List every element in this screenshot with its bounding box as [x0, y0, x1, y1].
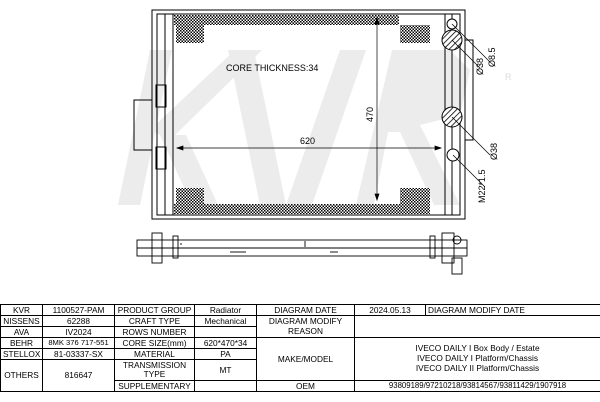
label-stellox: STELLOX — [1, 349, 43, 360]
label-supplementary: SUPPLEMENTARY — [115, 381, 195, 392]
kvr-watermark — [118, 50, 512, 205]
inlet-diameter: Ø38 — [475, 57, 485, 75]
label-diagram-modify-reason: DIAGRAM MODIFY REASON — [257, 316, 355, 338]
value-diagram-date: 2024.05.13 — [355, 305, 426, 316]
label-diagram-date: DIAGRAM DATE — [257, 305, 355, 316]
label-kvr: KVR — [1, 305, 43, 316]
table-row — [1, 316, 600, 327]
width-dimension: 620 — [300, 136, 316, 146]
label-make-model: MAKE/MODEL — [257, 338, 355, 381]
value-oem: 93809189/97210218/93814567/93811429/1907918 — [355, 381, 600, 392]
value-craft-type: Mechanical — [195, 316, 257, 327]
value-make-model — [355, 338, 600, 381]
table-row — [1, 338, 600, 349]
value-rows-number — [195, 327, 257, 338]
label-ava: AVA — [1, 327, 43, 338]
value-ava: IV2024 — [43, 327, 115, 338]
table-row — [1, 305, 600, 316]
value-behr: 8MK 376 717-551 — [43, 338, 115, 349]
make-model-line: IVECO DAILY I Box Body / Estate — [415, 343, 540, 354]
value-core-size: 620*470*34 — [195, 338, 257, 349]
label-others: OTHERS — [1, 360, 43, 392]
label-nissens: NISSENS — [1, 316, 43, 327]
label-transmission-type: TRANSMISSION TYPE — [115, 360, 195, 381]
label-core-size: CORE SIZE(mm) — [115, 338, 195, 349]
label-diagram-modify-date: DIAGRAM MODIFY DATE — [426, 305, 600, 316]
value-product-group: Radiator — [195, 305, 257, 316]
label-product-group: PRODUCT GROUP — [115, 305, 195, 316]
label-behr: BEHR — [1, 338, 43, 349]
spec-table — [0, 304, 600, 392]
label-craft-type: CRAFT TYPE — [115, 316, 195, 327]
radiator-side-view — [137, 233, 467, 274]
label-rows-number: ROWS NUMBER — [115, 327, 195, 338]
value-others: 816647 — [43, 360, 115, 392]
value-diagram-modify-reason — [355, 316, 600, 338]
vent-diameter: Ø8.5 — [487, 47, 497, 67]
label-material: MATERIAL — [115, 349, 195, 360]
thread-size: M22*1.5 — [477, 169, 487, 203]
make-model-line: IVECO DAILY I Platform/Chassis — [417, 353, 538, 364]
core-thickness-label: CORE THICKNESS:34 — [226, 63, 319, 73]
value-kvr: 1100527-PAM — [43, 305, 115, 316]
make-model-line: IVECO DAILY II Platform/Chassis — [415, 362, 540, 373]
value-nissens: 62288 — [43, 316, 115, 327]
outlet-diameter: Ø38 — [489, 142, 499, 160]
label-oem: OEM — [257, 381, 355, 392]
registered-mark: R — [505, 72, 512, 82]
height-dimension: 470 — [365, 106, 375, 122]
value-transmission-type: MT — [195, 360, 257, 381]
value-supplementary — [195, 381, 257, 392]
value-stellox: 81-03337-SX — [43, 349, 115, 360]
value-material: PA — [195, 349, 257, 360]
